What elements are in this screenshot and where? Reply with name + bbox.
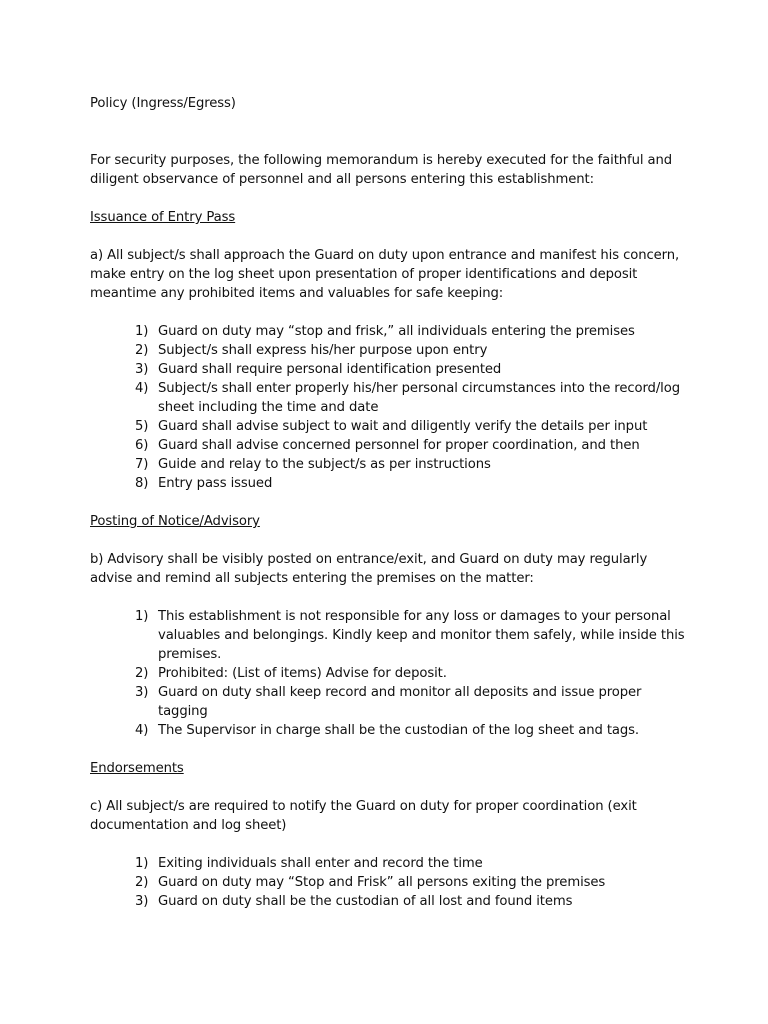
list-item <box>135 455 690 474</box>
list-item-text: Guard on duty shall keep record and monitor all deposits and issue proper tagging <box>158 685 642 719</box>
list-number: 1) <box>135 856 149 871</box>
list-item <box>135 417 690 436</box>
list-number: 7) <box>135 457 149 472</box>
list-item-text: Guard on duty shall be the custodian of all lost and found items <box>158 894 573 909</box>
list-item-text: Guard on duty may “Stop and Frisk” all persons exiting the premises <box>158 875 606 890</box>
list-item <box>135 664 690 683</box>
list-number: 8) <box>135 476 149 491</box>
list-item <box>135 341 690 360</box>
list-item <box>135 854 690 873</box>
document-body <box>90 94 690 930</box>
list-item-text: Guide and relay to the subject/s as per instructions <box>158 457 491 472</box>
list-number: 2) <box>135 343 149 358</box>
list-item-text: This establishment is not responsible for any loss or damages to your personal valuables and belongings. Kindly keep and monitor them safely, while inside this premises. <box>158 609 685 662</box>
section-heading-endorsements: Endorsements <box>90 761 184 776</box>
intro-paragraph: For security purposes, the following memorandum is hereby executed for the faithful and diligent observance of personnel and all persons entering this establishment: <box>90 153 672 187</box>
list-number: 4) <box>135 381 149 396</box>
list-item <box>135 892 690 911</box>
list-item-text: Exiting individuals shall enter and record the time <box>158 856 483 871</box>
list-number: 3) <box>135 362 149 377</box>
list-item <box>135 360 690 379</box>
list-item <box>135 379 690 417</box>
list-number: 6) <box>135 438 149 453</box>
list-item <box>135 607 690 664</box>
section-paragraph-notice-advisory: b) Advisory shall be visibly posted on entrance/exit, and Guard on duty may regularly advise and remind all subjects entering the premises on the matter: <box>90 552 648 586</box>
list-item-text: Guard on duty may “stop and frisk,” all individuals entering the premises <box>158 324 635 339</box>
list-number: 1) <box>135 609 149 624</box>
list-item-text: Subject/s shall enter properly his/her personal circumstances into the record/log sheet including the time and date <box>158 381 680 415</box>
list-item <box>135 721 690 740</box>
section-paragraph-entry-pass: a) All subject/s shall approach the Guard on duty upon entrance and manifest his concern, make entry on the log sheet upon presentation of proper identifications and deposit meantime any prohibited items and valuables for safe keeping: <box>90 248 680 301</box>
notice-advisory-list <box>90 607 690 740</box>
list-number: 1) <box>135 324 149 339</box>
list-item <box>135 683 690 721</box>
list-number: 2) <box>135 666 149 681</box>
list-item-text: Subject/s shall express his/her purpose upon entry <box>158 343 488 358</box>
list-item-text: The Supervisor in charge shall be the custodian of the log sheet and tags. <box>158 723 640 738</box>
list-number: 4) <box>135 723 149 738</box>
list-item <box>135 873 690 892</box>
list-item-text: Guard shall advise concerned personnel for proper coordination, and then <box>158 438 640 453</box>
list-item <box>135 322 690 341</box>
list-item-text: Prohibited: (List of items) Advise for deposit. <box>158 666 447 681</box>
section-heading-notice-advisory: Posting of Notice/Advisory <box>90 514 260 529</box>
list-number: 2) <box>135 875 149 890</box>
endorsements-list <box>90 854 690 911</box>
list-item <box>135 474 690 493</box>
list-item-text: Entry pass issued <box>158 476 273 491</box>
list-item-text: Guard shall require personal identification presented <box>158 362 502 377</box>
entry-pass-list <box>90 322 690 493</box>
list-number: 3) <box>135 685 149 700</box>
section-heading-entry-pass: Issuance of Entry Pass <box>90 210 236 225</box>
list-item <box>135 436 690 455</box>
list-number: 3) <box>135 894 149 909</box>
document-title: Policy (Ingress/Egress) <box>90 96 236 111</box>
list-item-text: Guard shall advise subject to wait and diligently verify the details per input <box>158 419 648 434</box>
list-number: 5) <box>135 419 149 434</box>
section-paragraph-endorsements: c) All subject/s are required to notify the Guard on duty for proper coordination (exit documentation and log sheet) <box>90 799 637 833</box>
